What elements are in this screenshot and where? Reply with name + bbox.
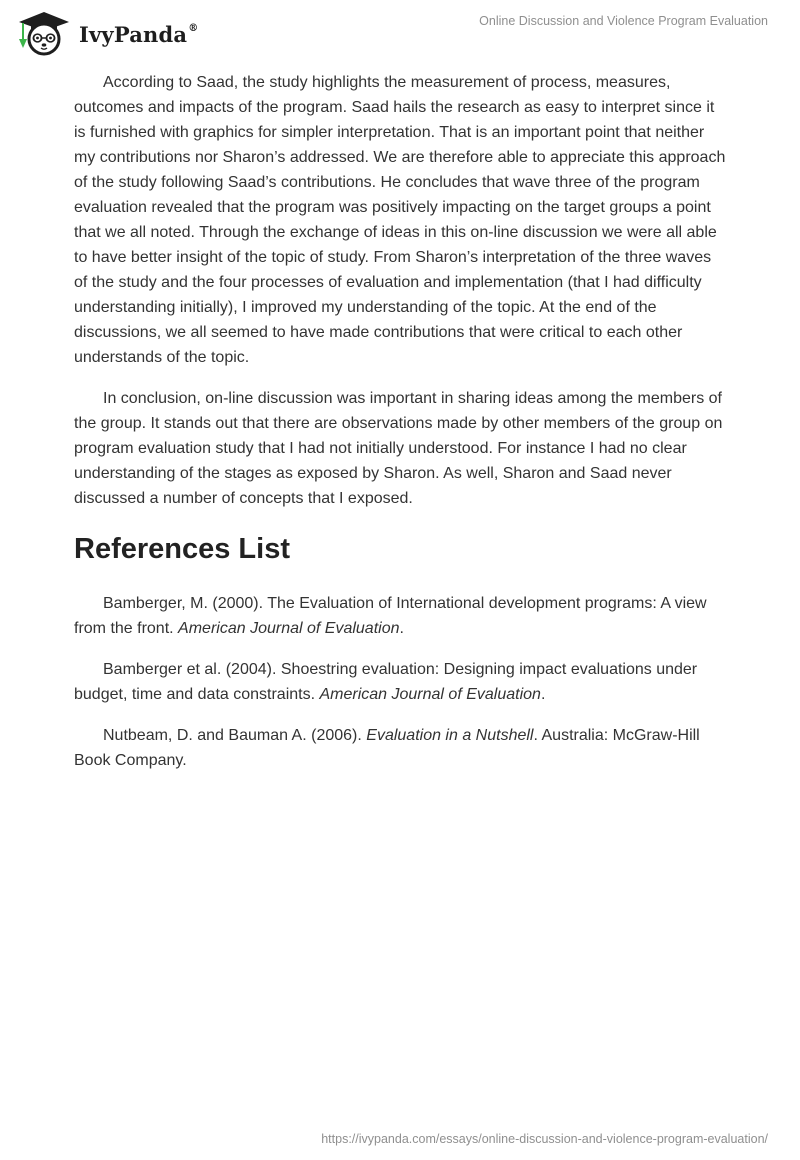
body-paragraph: According to Saad, the study highlights the measurement of process, measures, outcomes and impacts of the program. Saad hails the research as easy to interpret since it is furnished with graphics for simpler interpretation. That is an important point that neither my contributions nor Sharon’s addressed. We are therefore able to appreciate this approach of the study following Saad’s contributions. He concludes that wave three of the program evaluation revealed that the program was positively impacting on the target groups a point that we all noted. Through the exchange of ideas in this on-line discussion we were all able to have better insight of the topic of study. From Sharon’s interpretation of the three waves of the study and the four processes of evaluation and implementation (that I had difficulty understanding initially), I improved my understanding of the topic. At the end of the discussions, we all seemed to have made contributions that were critical to each other understands of the topic.	[74, 74, 726, 366]
essay-content	[74, 70, 726, 789]
brand-name: IvyPanda®	[79, 21, 199, 47]
references-heading: References List	[74, 533, 290, 565]
source-url[interactable]: https://ivypanda.com/essays/online-discussion-and-violence-program-evaluation/	[321, 1132, 768, 1146]
body-paragraph: In conclusion, on-line discussion was important in sharing ideas among the members of the group. It stands out that there are observations made by other members of the group on program evaluation study that I had not initially understood. For instance I had no clear understanding of the stages as exposed by Sharon. As well, Sharon and Saad never discussed a number of concepts that I exposed.	[74, 390, 723, 507]
reference-item: Bamberger et al. (2004). Shoestring evaluation: Designing impact evaluations under budget, time and data constraints. American Journal of Evaluation.	[74, 661, 698, 703]
panda-graduate-logo-icon	[14, 8, 74, 56]
document-title: Online Discussion and Violence Program Evaluation	[479, 14, 768, 28]
reference-item: Nutbeam, D. and Bauman A. (2006). Evaluation in a Nutshell. Australia: McGraw-Hill Book Company.	[74, 727, 700, 769]
ivypanda-logo[interactable]	[14, 8, 198, 56]
reference-item: Bamberger, M. (2000). The Evaluation of International development programs: A view from the front. American Journal of Evaluation.	[74, 595, 707, 637]
registered-mark: ®	[188, 22, 199, 34]
page-header	[0, 0, 800, 70]
